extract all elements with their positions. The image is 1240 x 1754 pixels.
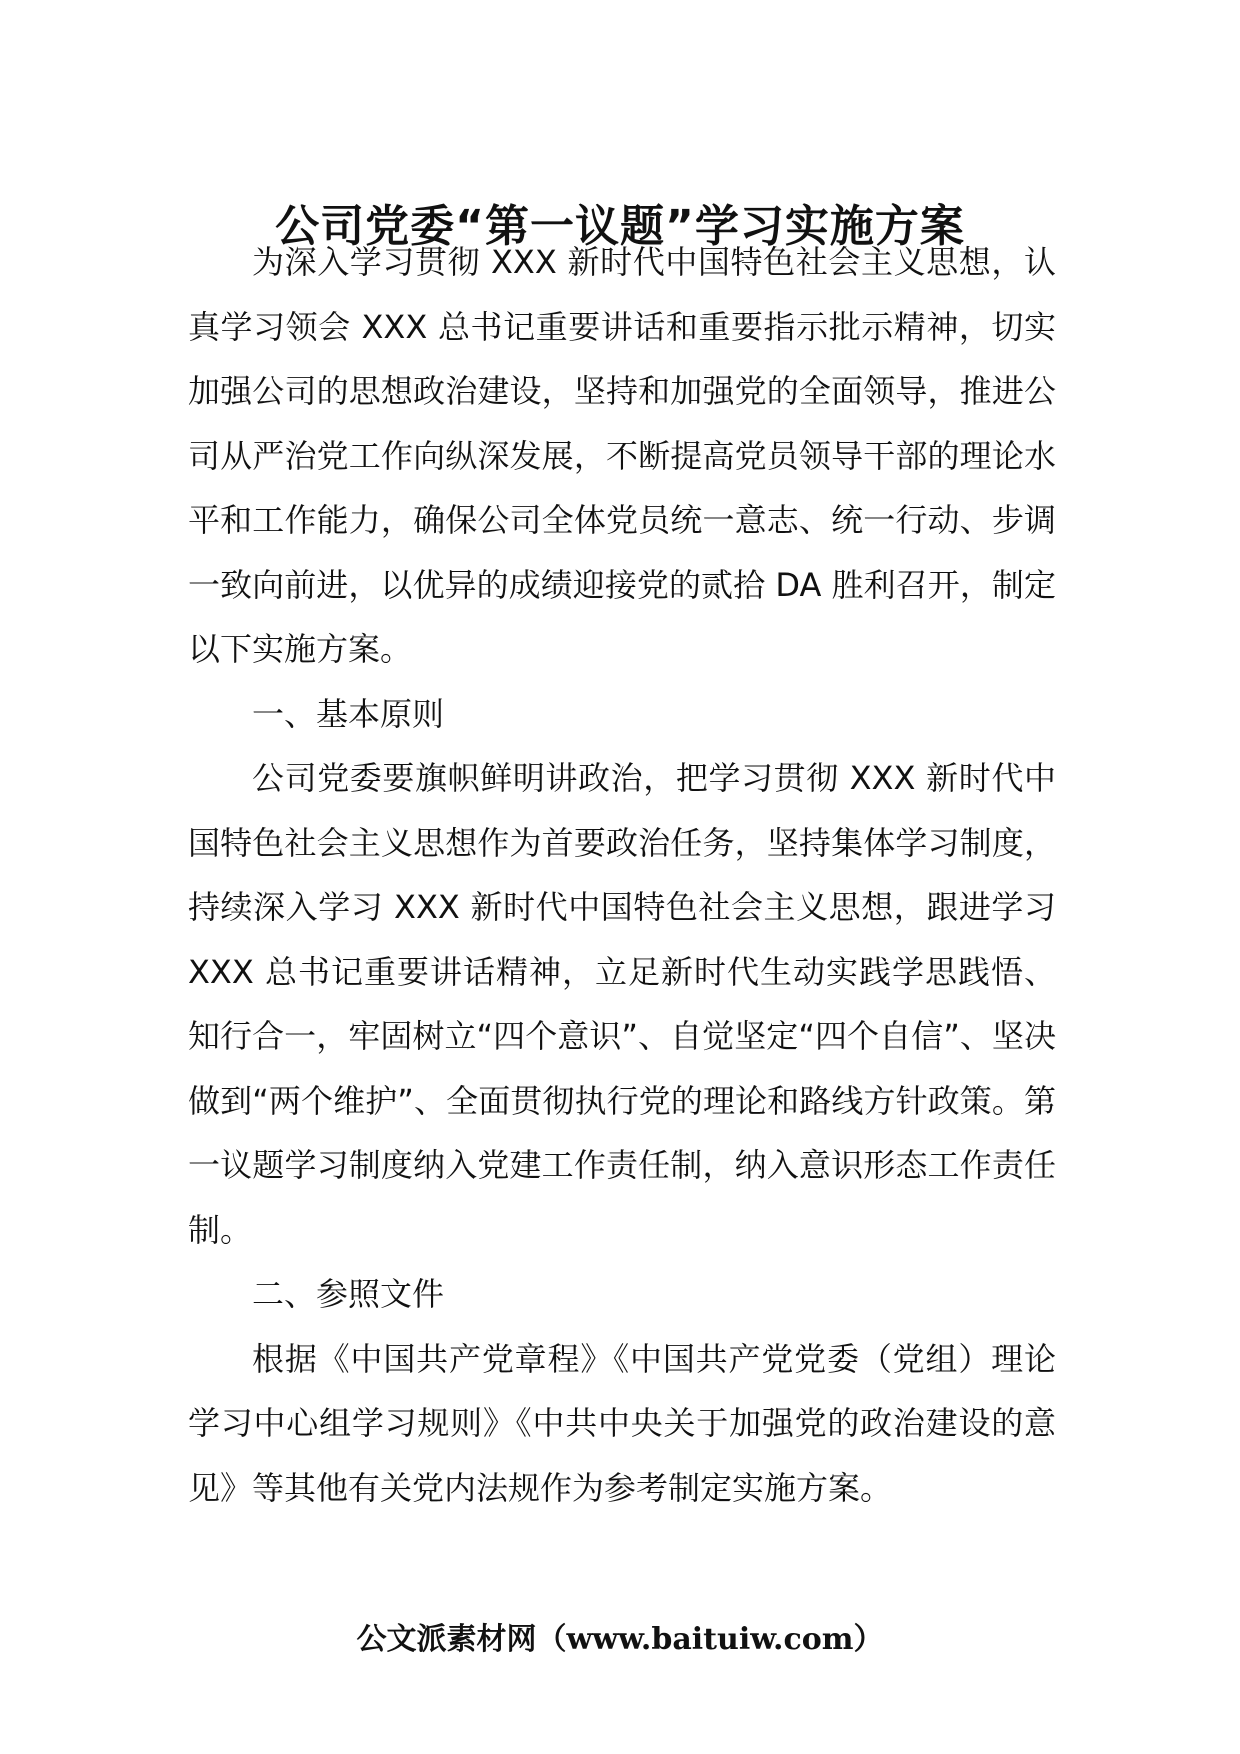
basic-principles-paragraph: 公司党委要旗帜鲜明讲政治，把学习贯彻 XXX 新时代中国特色社会主义思想作为首要政治任务，坚持集体学习制度，持续深入学习 XXX 新时代中国特色社会主义思想，跟进学习 XXX 总书记重要讲话精神，立足新时代生动实践学思践悟、知行合一，牢固树立“四个意识”、自觉坚定“四个自信”、坚决做到“两个维护”、全面贯彻执行党的理论和路线方针政策。第一议题学习制度纳入党建工作责任制，纳入意识形态工作责任制。 [188, 759, 1056, 1249]
document-title: 公司党委“第一议题”学习实施方案 [275, 201, 965, 253]
intro-paragraph: 为深入学习贯彻 XXX 新时代中国特色社会主义思想，认真学习领会 XXX 总书记重要讲话和重要指示批示精神，切实加强公司的思想政治建设，坚持和加强党的全面领导，推进公司从严治党工作向纵深发展，不断提高党员领导干部的理论水平和工作能力，确保公司全体党员统一意志、统一行动、步调一致向前进，以优异的成绩迎接党的贰拾 DA 胜利召开，制定以下实施方案。 [188, 243, 1056, 668]
watermark-footer: 公文派素材网（www.baituiw.com） [356, 1622, 884, 1657]
reference-documents-paragraph: 根据《中国共产党章程》《中国共产党党委（党组）理论学习中心组学习规则》《中共中央关于加强党的政治建设的意见》等其他有关党内法规作为参考制定实施方案。 [188, 1339, 1056, 1507]
document-body [188, 230, 1056, 1520]
section-heading-basic-principles: 一、基本原则 [252, 694, 445, 733]
section-heading-reference-documents: 二、参照文件 [252, 1275, 445, 1313]
